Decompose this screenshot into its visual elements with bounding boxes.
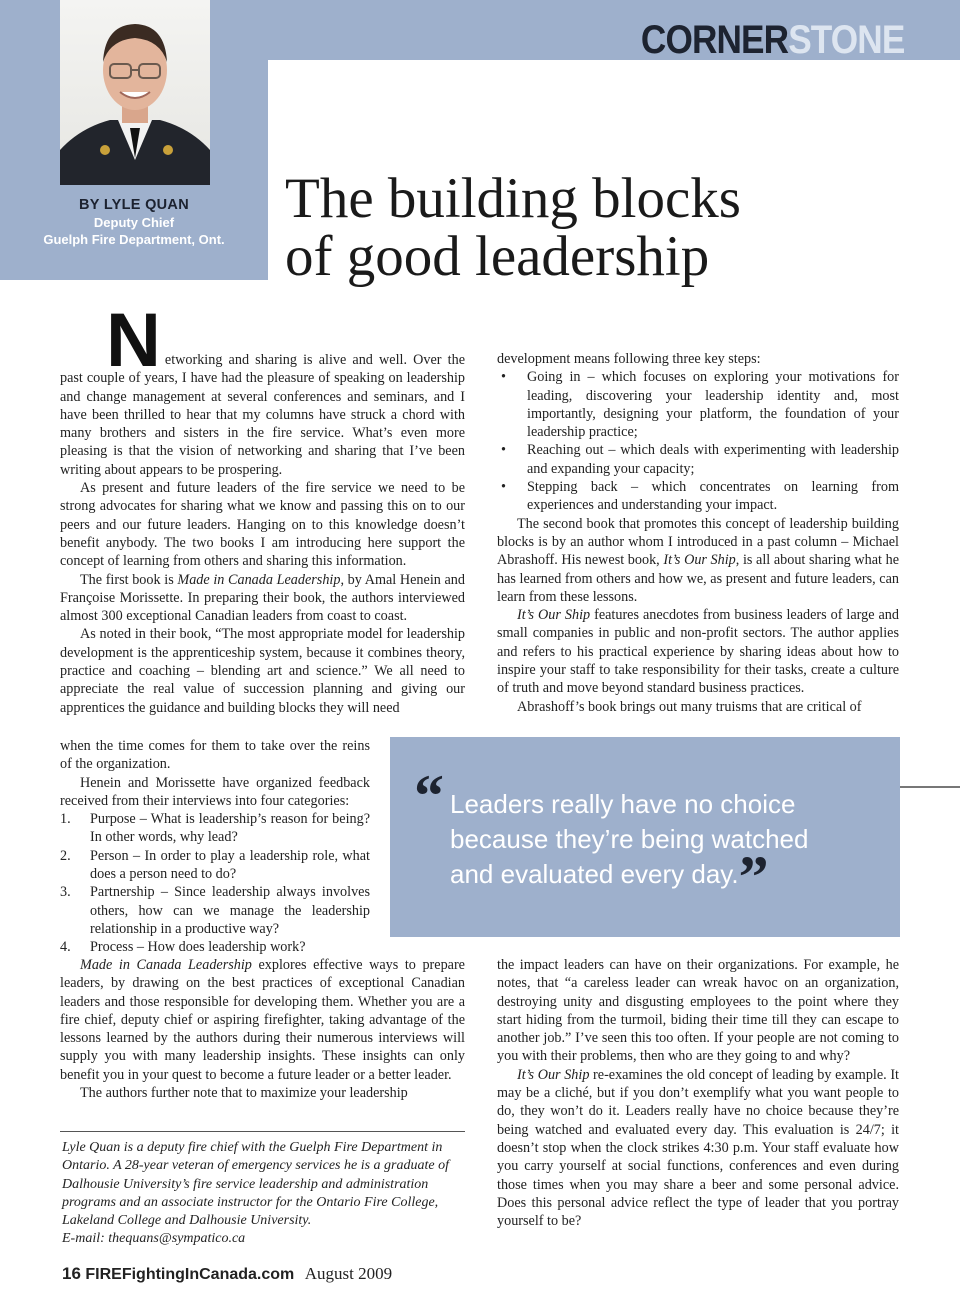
list-text: Purpose – What is leadership’s reason for being? In other words, why lead? — [90, 811, 370, 846]
paragraph-sharing: As present and future leaders of the fire service we need to be strong advocates for sharing what we know and passing this on to our peers and our future leaders. Hanging on to this knowledge doesn’t benefit anybody. The two books I am introducing here support the concept of learning from others and sharing this information. — [60, 480, 465, 570]
book-title: It’s Our Ship — [663, 552, 736, 569]
list-number: 4. — [60, 939, 71, 956]
footer-site: FIREFightingInCanada.com — [85, 1266, 295, 1283]
intro-rest: past couple of years, I have had the pleasure of speaking on leadership and change management at several conferences and seminars, and I have been thrilled to hear that my columns have struck a chord with many brothers and sisters in the fire service. What’s even more pleasing is that the vision of networking and sharing that I’ve been writing about appears to be prospering. — [60, 370, 465, 478]
paragraph-made-in-canada — [60, 956, 465, 1084]
close-quote-icon: ” — [738, 844, 769, 910]
list-text: Person – In order to play a leadership role, what does a person need to do? — [90, 847, 370, 883]
pull-quote-text — [450, 787, 809, 910]
list-item — [60, 847, 370, 884]
list-text: Process – How does leadership work? — [90, 939, 306, 956]
example-text: re-examines the old concept of leading by example. It may be a cliché, but if you don’t exemplify what you want people to do, they won’t do it. Leaders really have no choice because they’re being watched and evaluated every day. This evaluation is 24/7; it doesn’t stop when the clock strikes 4:30 p.m. Your staff evaluate how you carry yourself at social functions, conferences and even during those times when you may share a beer and some personal advice. Does this personal advice reflect the type of leader that you portray yourself to be? — [497, 1066, 899, 1230]
pull-quote-rule — [900, 786, 960, 788]
book-title: Made in Canada Leadership — [177, 571, 341, 588]
paragraph-second-book — [497, 515, 899, 606]
paragraph-authors-note: The authors further note that to maximize your leadership — [80, 1085, 408, 1102]
page-footer — [62, 1264, 392, 1284]
pull-quote-line-1: Leaders really have no choice — [450, 789, 796, 819]
article-title — [285, 167, 741, 288]
author-photo — [60, 0, 210, 185]
paragraph-categories-intro: Henein and Morissette have organized feedback received from their interviews into four categories: — [60, 774, 370, 809]
paragraph-apprenticeship-end: when the time comes for them to take over the reins of the organization. — [60, 738, 370, 773]
first-book-lead: The first book is — [80, 571, 178, 588]
paragraph-first-book — [60, 571, 465, 626]
bullet-icon: • — [501, 442, 506, 459]
book-title: It’s Our Ship — [517, 1066, 590, 1083]
list-text: Reaching out – which deals with experimenting with leadership and expanding your capacity; — [527, 442, 899, 477]
second-book-lead: The second book that promotes this concept of leadership building blocks is by an author whom I introduced in a past column – Michael Abrashoff. His newest book, — [497, 515, 899, 569]
second-book-rest: , is all about sharing what he has learned from others and how we, as present and future leaders, can learn from these lessons. — [497, 552, 899, 605]
byline — [0, 197, 268, 247]
author-bio — [62, 1139, 467, 1249]
section-brand — [641, 20, 904, 60]
author-name: BY LYLE QUAN — [79, 197, 189, 213]
paragraph-steps-intro: development means following three key steps: — [497, 351, 761, 367]
list-item — [497, 478, 899, 515]
list-number: 2. — [60, 847, 71, 864]
author-title: Deputy Chief — [93, 215, 175, 230]
list-text: Going in – which focuses on exploring your motivations for leading, discovering your leadership identity and, most importantly, designing your platform, the foundation of your leadership practice; — [527, 369, 899, 441]
anecdotes-text: features anecdotes from business leaders of large and small companies in public and non-profit sectors. The author applies and refers to his practical experience by sharing ideas about how to inspire your staff to take responsibility for their tasks, create a culture of truth and move beyond standard business practices. — [497, 607, 899, 697]
list-text: Stepping back – which concentrates on learning from experiences and understanding your impact. — [527, 479, 899, 514]
right-column-top — [497, 350, 899, 716]
list-item — [60, 883, 370, 938]
list-number: 3. — [60, 884, 71, 901]
bio-text: Lyle Quan is a deputy fire chief with the Guelph Fire Department in Ontario. A 28-year veteran of emergency services he is a graduate of Dalhousie University’s fire service leadership and administration programs and an associate instructor for the Ontario Fire College, Lakeland College and Dalhousie University. — [62, 1140, 449, 1229]
title-line-2: of good leadership — [285, 225, 710, 288]
right-column-bottom — [497, 956, 899, 1230]
list-item — [60, 938, 370, 956]
left-column-bottom — [60, 956, 465, 1102]
author-portrait-icon — [60, 0, 210, 185]
made-in-canada-text: explores effective ways to prepare leaders, by drawing on the best practices of exceptional Canadian leaders and those responsible for developing them. Whether you are a fire chief, deputy chief or aspiring firefighter, taking advantage of the lessons learned by the authors during their numerous interviews will supply you with many leadership insights. These insights can only benefit you in your quest to become a future leader or a better leader. — [60, 957, 465, 1083]
left-column-top — [60, 298, 465, 717]
title-line-1: The building blocks — [285, 167, 741, 230]
bullet-icon: • — [501, 369, 506, 386]
paragraph-anecdotes — [497, 606, 899, 697]
book-title: It’s Our Ship — [517, 607, 591, 624]
page-number: 16 — [62, 1264, 81, 1283]
open-quote-icon: “ — [414, 763, 444, 829]
drop-cap: N — [106, 298, 161, 383]
paragraph-apprenticeship: As noted in their book, “The most appropriate model for leadership development is the apprenticeship system, because it combines theory, practice and coaching – blending art and science.” We all need to appreciate the real value of succession planning and giving our apprentices the guidance and building blocks they will need — [60, 626, 465, 716]
pull-quote-line-3: and evaluated every day. — [450, 859, 739, 889]
paragraph-impact: the impact leaders can have on their organizations. For example, he notes, that “a careless leader can wreak havoc on an organization, destroying unity and disgusting employees to the point where they start hiding from the turmoil, biding their time till they can escape to another job.” I’ve seen this too often. If your people are not coming to you with their problems, then who are they going to and why? — [497, 957, 899, 1065]
paragraph-truisms: Abrashoff’s book brings out many truisms that are critical of — [517, 698, 862, 715]
list-item — [60, 810, 370, 847]
paragraph-example — [497, 1066, 899, 1231]
book-title: Made in Canada Leadership — [80, 957, 252, 973]
bullet-icon: • — [501, 479, 506, 496]
first-book-rest: , by Amal Henein and Françoise Morissette. In preparing their book, the authors interviewed almost 300 exceptional Canadian leaders from coast to coast. — [60, 571, 465, 625]
list-item — [497, 368, 899, 441]
categories-list — [60, 810, 370, 956]
intro-first-line: etworking and sharing is alive and well. Over the — [164, 352, 465, 368]
left-column-narrow — [60, 737, 370, 957]
brand-part1: CORNER — [640, 18, 788, 62]
brand-part2: STONE — [787, 18, 904, 62]
pull-quote-line-2: because they’re being watched — [450, 824, 809, 854]
footer-date: August 2009 — [304, 1264, 393, 1283]
author-department: Guelph Fire Department, Ont. — [43, 232, 225, 247]
steps-list — [497, 368, 899, 514]
list-number: 1. — [60, 811, 71, 828]
list-text: Partnership – Since leadership always involves others, how can we manage the leadership relationship in a productive way? — [90, 884, 370, 937]
bio-divider — [60, 1131, 465, 1132]
bio-email: E-mail: thequans@sympatico.ca — [62, 1231, 246, 1247]
list-item — [497, 441, 899, 478]
paragraph-intro — [60, 298, 465, 479]
